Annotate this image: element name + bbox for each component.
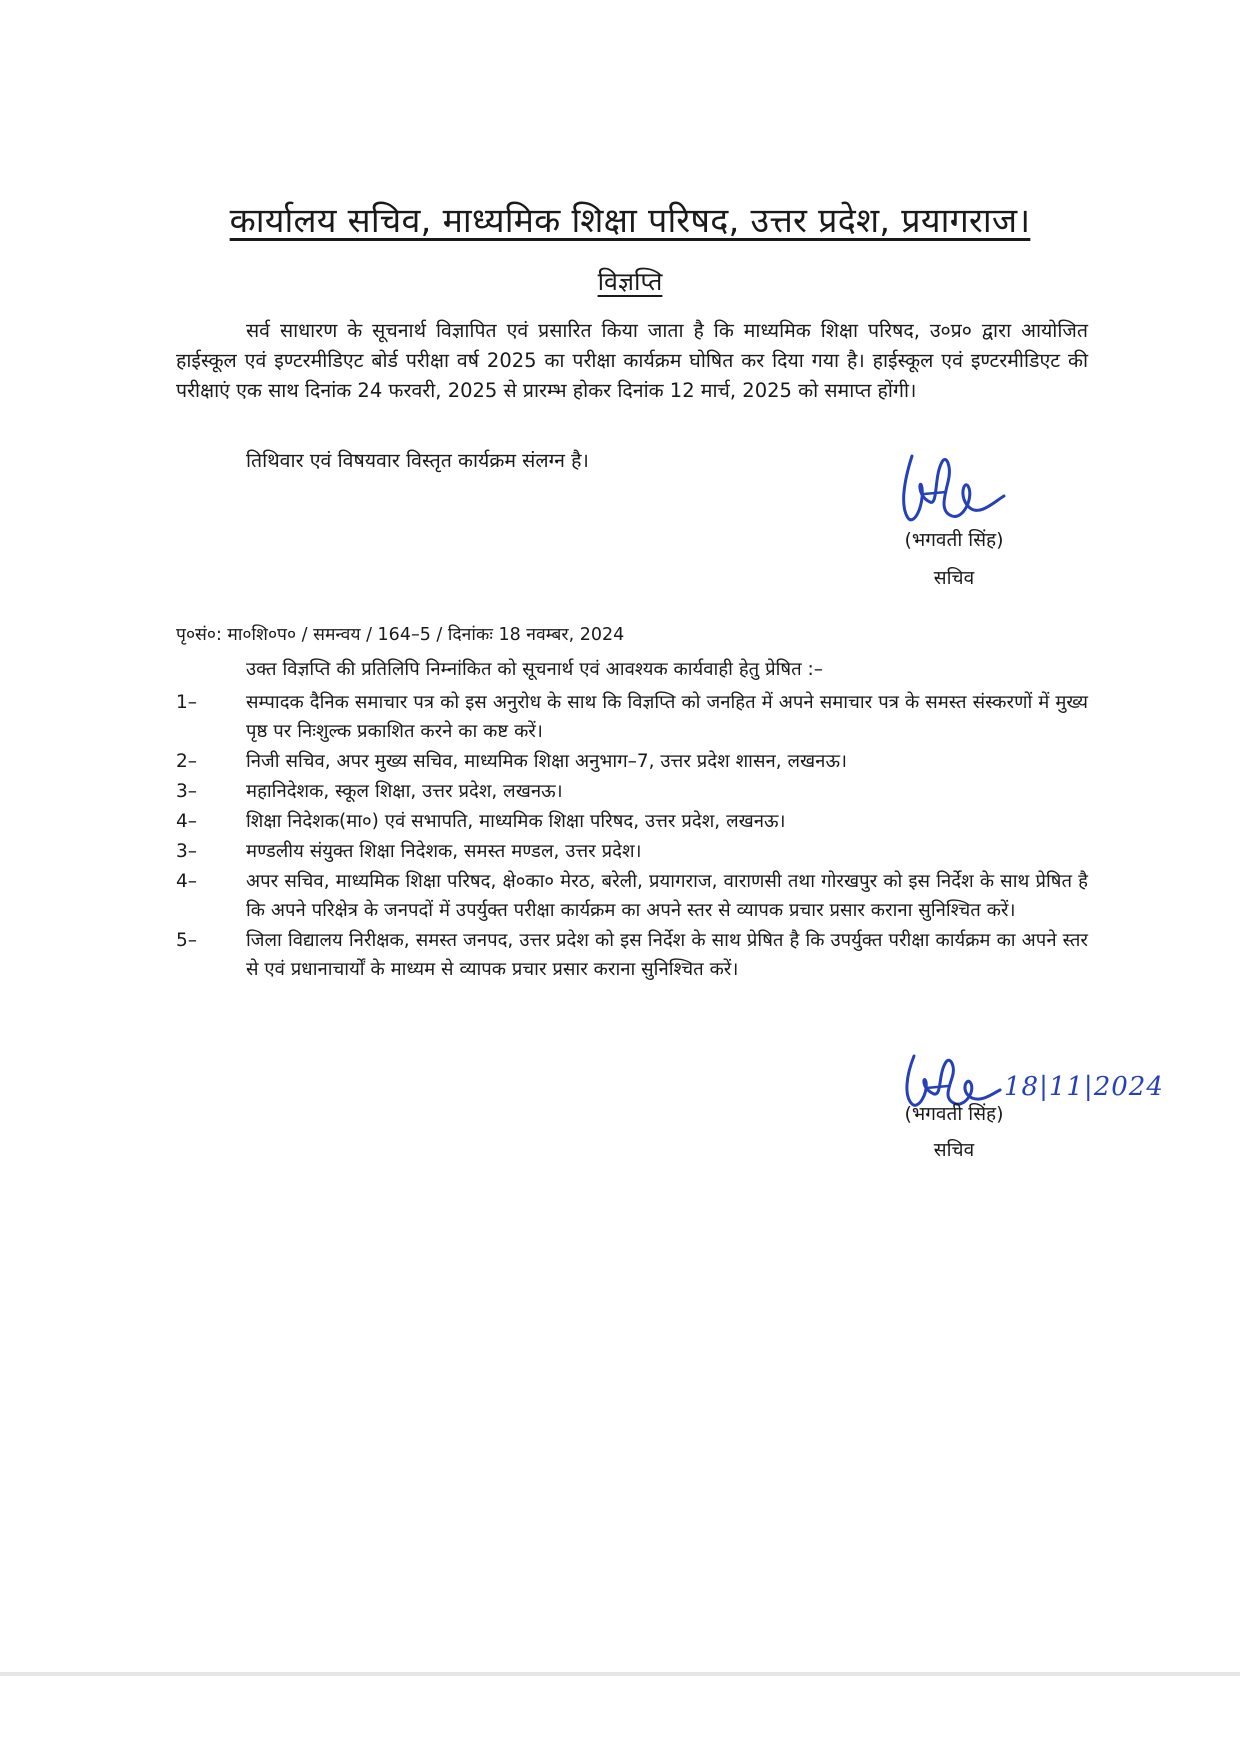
list-item-text: मण्डलीय संयुक्त शिक्षा निदेशक, समस्त मण्डल, उत्तर प्रदेश। [246, 841, 642, 862]
list-item [176, 807, 1088, 836]
list-item [176, 747, 1088, 776]
list-item-text: जिला विद्यालय निरीक्षक, समस्त जनपद, उत्तर प्रदेश को इस निर्देश के साथ प्रेषित है कि उपर्युक्त परीक्षा कार्यक्रम का अपने स्तर से एवं प्रधानाचार्यों के माध्यम से व्यापक प्रचार प्रसार कराना सुनिश्चित करें। [246, 930, 1088, 980]
list-item-text: महानिदेशक, स्कूल शिक्षा, उत्तर प्रदेश, लखनऊ। [246, 781, 563, 802]
annex-line: तिथिवार एवं विषयवार विस्तृत कार्यक्रम संलग्न है। [246, 449, 589, 472]
list-item-text: शिक्षा निदेशक(मा०) एवं सभापति, माध्यमिक शिक्षा परिषद, उत्तर प्रदेश, लखनऊ। [246, 811, 786, 832]
list-item [176, 926, 1088, 984]
list-item-text: सम्पादक दैनिक समाचार पत्र को इस अनुरोध के साथ कि विज्ञप्ति को जनहित में अपने समाचार पत्र के समस्त संस्करणों में मुख्य पृष्ठ पर निःशुल्क प्रकाशित करने का कष्ट करें। [246, 692, 1088, 742]
distribution-list [176, 688, 1088, 985]
office-title: कार्यालय सचिव, माध्यमिक शिक्षा परिषद, उत्तर प्रदेश, प्रयागराज। [229, 201, 1031, 241]
signatory-name-2: (भगवती सिंह) [904, 1103, 1004, 1125]
list-item-number: 4– [176, 871, 198, 892]
list-item-number: 5– [176, 930, 198, 951]
handwritten-date: 18|11|2024 [1004, 1072, 1164, 1102]
list-item-number: 2– [176, 751, 198, 772]
page-edge-divider [0, 1672, 1240, 1676]
notice-heading: विज्ञप्ति [597, 267, 663, 296]
list-item [176, 837, 1088, 866]
signatory-title-1: सचिव [933, 567, 975, 589]
list-item-number: 3– [176, 841, 198, 862]
list-item [176, 777, 1088, 806]
list-item-number: 3– [176, 781, 198, 802]
notice-paragraph: सर्व साधारण के सूचनार्थ विज्ञापित एवं प्रसारित किया जाता है कि माध्यमिक शिक्षा परिषद, उ०प्र० द्वारा आयोजित हाईस्कूल एवं इण्टरमीडिएट बोर्ड परीक्षा वर्ष 2025 का परीक्षा कार्यक्रम घोषित कर दिया गया है। हाईस्कूल एवं इण्टरमीडिएट की परीक्षाएं एक साथ दिनांक 24 फरवरी, 2025 से प्रारम्भ होकर दिनांक 12 मार्च, 2025 को समाप्त होंगी। [176, 319, 1088, 402]
list-item-text: निजी सचिव, अपर मुख्य सचिव, माध्यमिक शिक्षा अनुभाग–7, उत्तर प्रदेश शासन, लखनऊ। [246, 751, 847, 772]
list-item-text: अपर सचिव, माध्यमिक शिक्षा परिषद, क्षे०का० मेरठ, बरेली, प्रयागराज, वाराणसी तथा गोरखपुर को इस निर्देश के साथ प्रेषित है कि अपने परिक्षेत्र के जनपदों में उपर्युक्त परीक्षा कार्यक्रम का अपने स्तर से व्यापक प्रचार प्रसार कराना सुनिश्चित करें। [246, 871, 1088, 921]
list-item [176, 688, 1088, 746]
copy-intro: उक्त विज्ञप्ति की प्रतिलिपि निम्नांकित को सूचनार्थ एवं आवश्यक कार्यवाही हेतु प्रेषित :– [246, 659, 824, 680]
reference-line: पृ०सं०: मा०शि०प० / समन्वय / 164–5 / दिनांकः 18 नवम्बर, 2024 [176, 625, 625, 645]
signature-block-2 [854, 1048, 1054, 1168]
list-item [176, 867, 1088, 925]
signatory-title-2: सचिव [933, 1139, 975, 1161]
list-item-number: 1– [176, 692, 198, 713]
list-item-number: 4– [176, 811, 198, 832]
signature-block-1 [854, 436, 1054, 596]
signatory-name-1: (भगवती सिंह) [904, 529, 1004, 551]
